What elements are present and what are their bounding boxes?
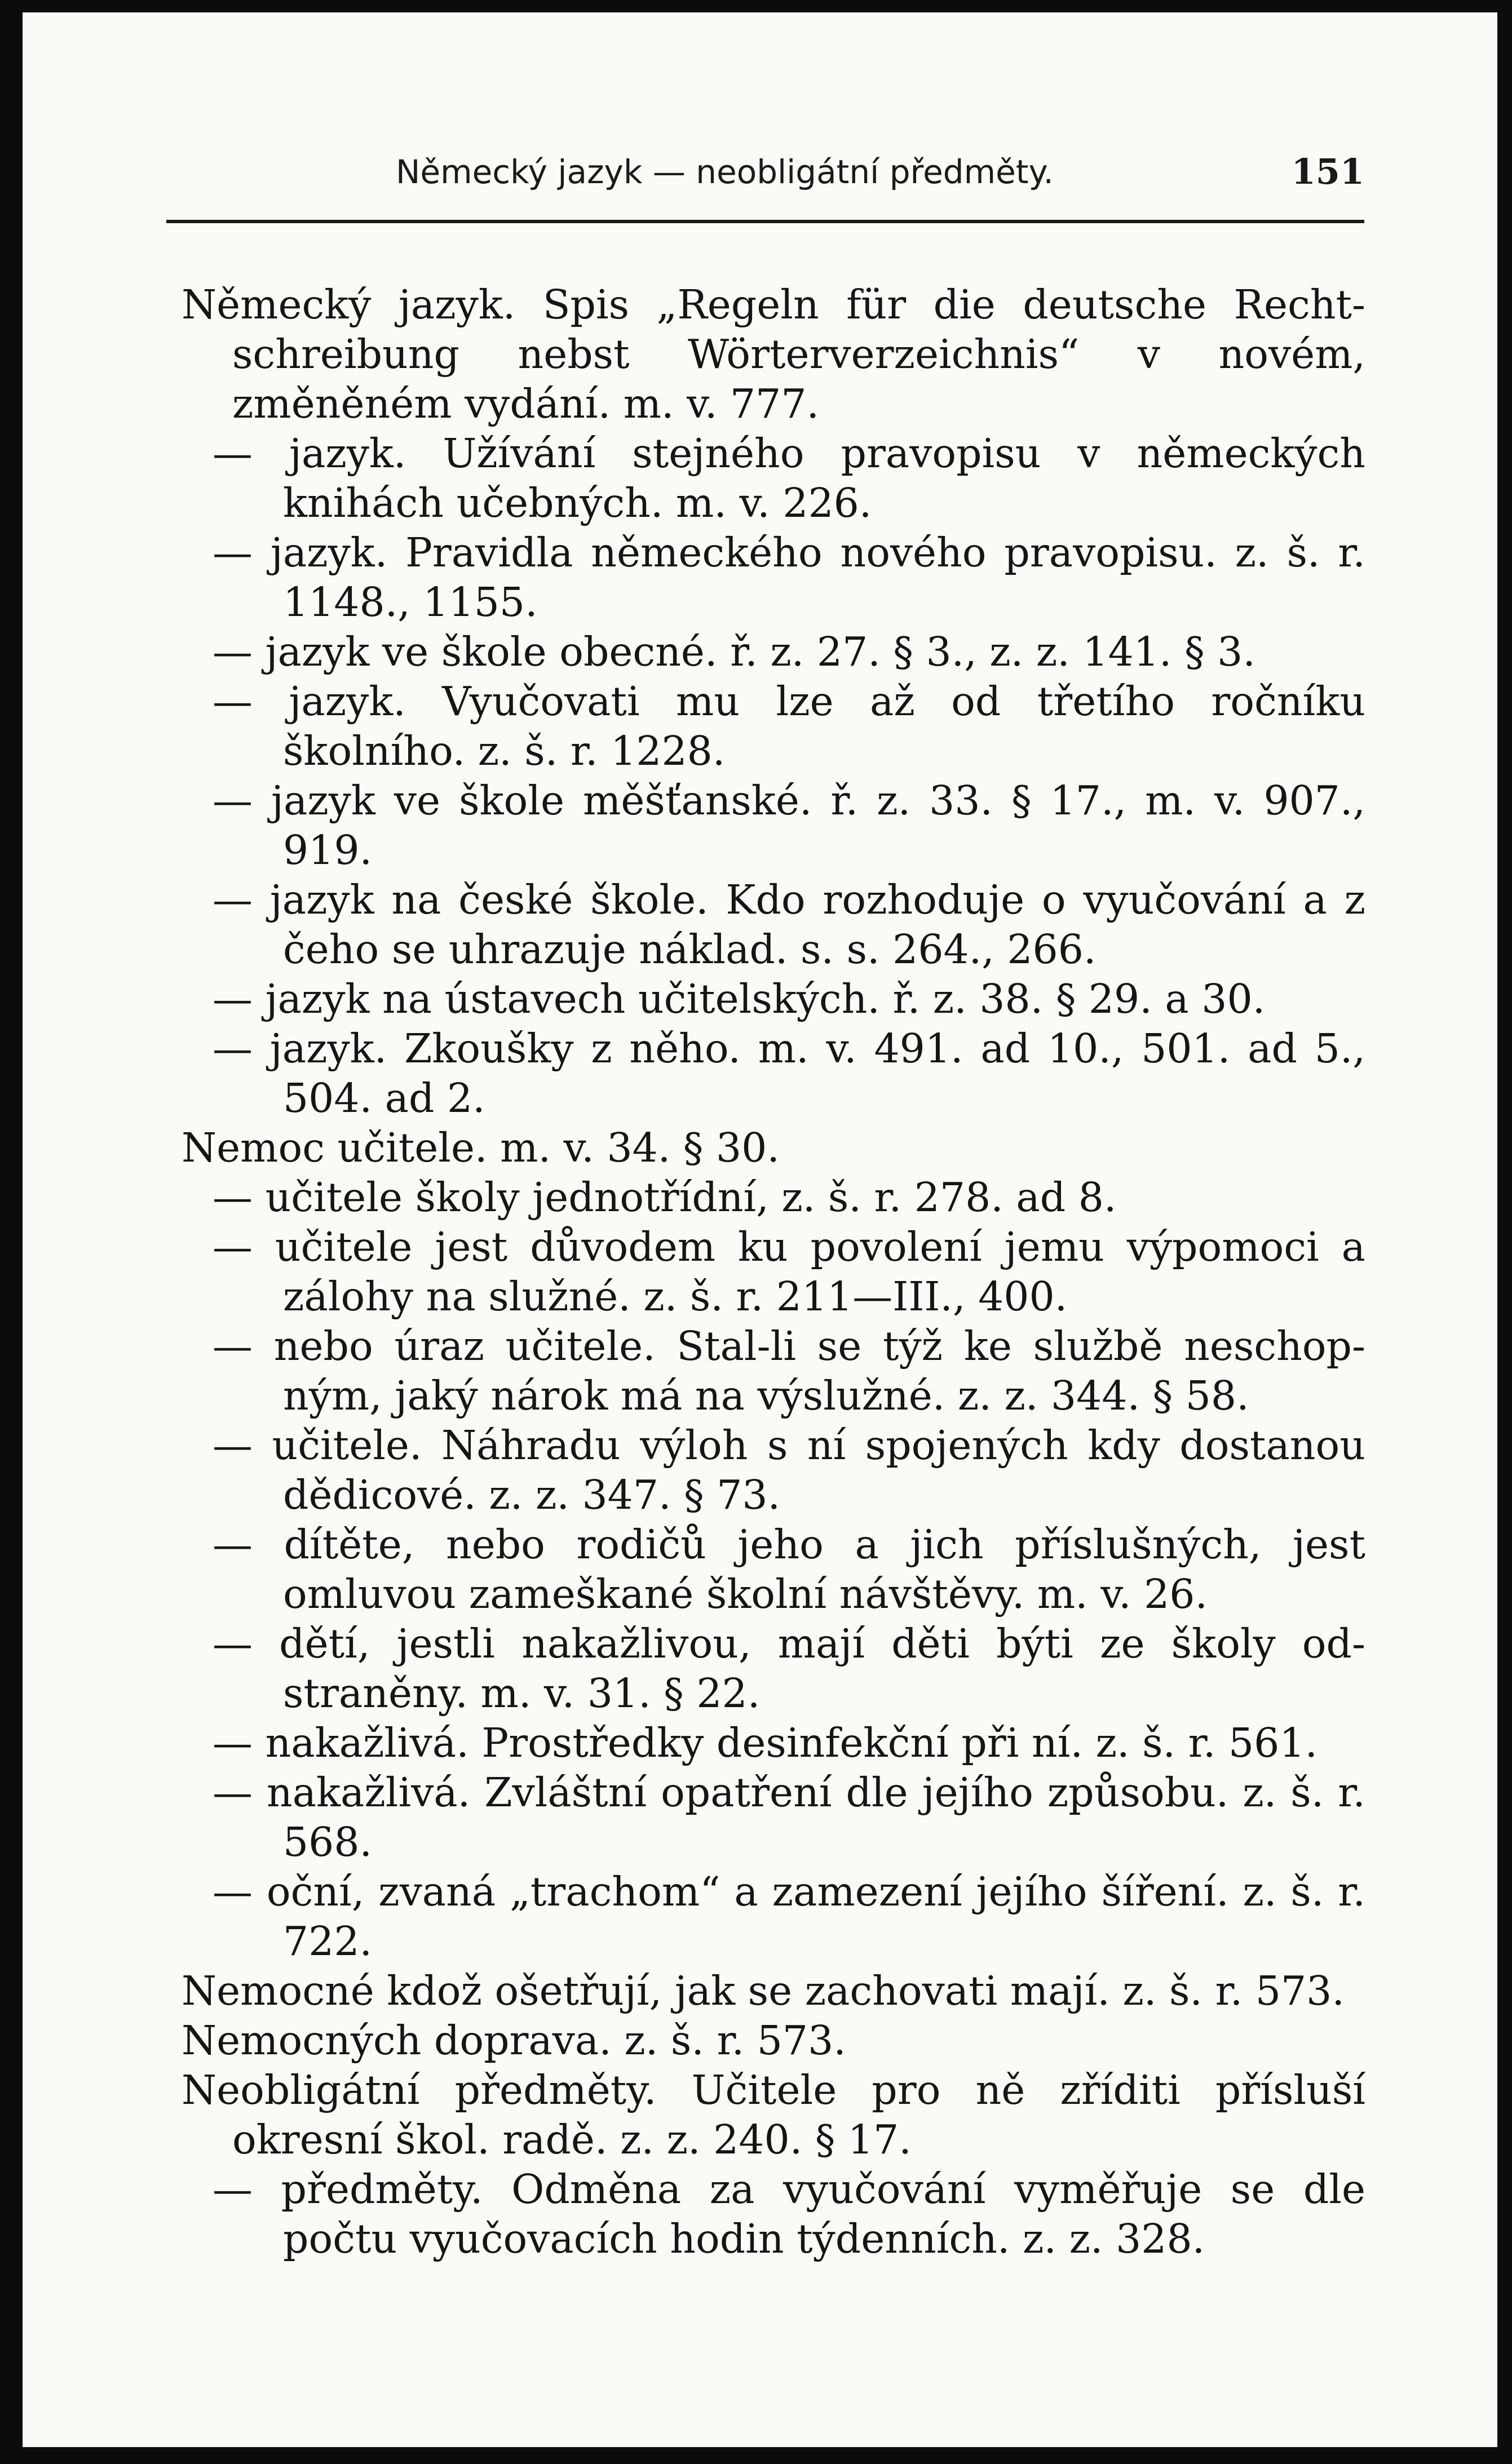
- index-subentry: [182, 1718, 1365, 1768]
- entry-text: Německý jazyk. Spis „Regeln für die deutsche Rechtschreibung nebst Wörterverzeichnis“ v novém, změněném vydání. m. v. 777.: [182, 281, 1365, 427]
- entry-text: — dětí, jestli nakažlivou, mají děti býti ze školy odstraněny. m. v. 31. § 22.: [213, 1620, 1365, 1717]
- scan-border-left: [0, 0, 23, 2464]
- scan-border-bottom: [0, 2447, 1512, 2464]
- index-subentry: [182, 429, 1365, 528]
- entry-text: — nebo úraz učitele. Stal-li se týž ke službě neschopným, jaký nárok má na výslužné. z. z. 344. § 58.: [213, 1323, 1365, 1419]
- index-entries: [182, 280, 1365, 2264]
- entry-text: — nakažlivá. Prostředky desinfekční při ní. z. š. r. 561.: [213, 1720, 1318, 1766]
- entry-text: — dítěte, nebo rodičů jeho a jich příslušných, jest omluvou zameškané školní návštěvy. m. v. 26.: [213, 1521, 1365, 1617]
- index-subentry: [182, 1867, 1365, 1966]
- entry-text: — učitele jest důvodem ku povolení jemu výpomoci a zálohy na služné. z. š. r. 211—III., 400.: [213, 1224, 1365, 1320]
- index-subentry: [182, 677, 1365, 776]
- index-subentry: [182, 528, 1365, 627]
- entry-text: — učitele školy jednotřídní, z. š. r. 278. ad 8.: [213, 1174, 1117, 1221]
- index-entry: [182, 2066, 1365, 2165]
- entry-text: — jazyk. Zkoušky z něho. m. v. 491. ad 10., 501. ad 5., 504. ad 2.: [213, 1025, 1365, 1122]
- entry-text: — jazyk na ústavech učitelských. ř. z. 38. § 29. a 30.: [213, 976, 1266, 1022]
- index-entry: [182, 1123, 1365, 1173]
- entry-text: Nemocné kdož ošetřují, jak se zachovati mají. z. š. r. 573.: [182, 1967, 1345, 2014]
- scan-border-top: [0, 0, 1512, 12]
- entry-text: — jazyk ve škole obecné. ř. z. 27. § 3., z. z. 141. § 3.: [213, 628, 1255, 675]
- index-subentry: [182, 1768, 1365, 1867]
- entry-text: — učitele. Náhradu výloh s ní spojených kdy dostanou dědicové. z. z. 347. § 73.: [213, 1422, 1365, 1518]
- entry-text: Nemoc učitele. m. v. 34. § 30.: [182, 1124, 780, 1171]
- index-subentry: [182, 1520, 1365, 1619]
- index-subentry: [182, 1173, 1365, 1222]
- running-title: Německý jazyk — neobligátní předměty.: [396, 153, 1054, 191]
- scan-border-right: [1497, 0, 1512, 2464]
- index-entry: [182, 2016, 1365, 2066]
- index-entry: [182, 1966, 1365, 2016]
- entry-text: — jazyk. Vyučovati mu lze až od třetího ročníku školního. z. š. r. 1228.: [213, 678, 1365, 774]
- index-subentry: [182, 776, 1365, 875]
- index-subentry: [182, 2165, 1365, 2264]
- book-page: [23, 12, 1497, 2447]
- entry-text: — jazyk na české škole. Kdo rozhoduje o vyučování a z čeho se uhrazuje náklad. s. s. 264., 266.: [213, 876, 1365, 973]
- entry-text: Neobligátní předměty. Učitele pro ně zříditi přísluší okresní škol. radě. z. z. 240. § 17.: [182, 2067, 1365, 2163]
- index-subentry: [182, 627, 1365, 677]
- running-head: [163, 147, 1364, 197]
- entry-text: — jazyk. Pravidla německého nového pravopisu. z. š. r. 1148., 1155.: [213, 529, 1365, 626]
- entry-text: — jazyk. Užívání stejného pravopisu v německých knihách učebných. m. v. 226.: [213, 430, 1365, 526]
- index-subentry: [182, 974, 1365, 1024]
- index-subentry: [182, 1024, 1365, 1123]
- entry-text: Nemocných doprava. z. š. r. 573.: [182, 2017, 846, 2064]
- index-subentry: [182, 875, 1365, 974]
- page-number: 151: [1291, 151, 1364, 192]
- entry-text: — jazyk ve škole měšťanské. ř. z. 33. § 17., m. v. 907., 919.: [213, 777, 1365, 874]
- index-subentry: [182, 1222, 1365, 1322]
- index-subentry: [182, 1421, 1365, 1520]
- index-subentry: [182, 1322, 1365, 1421]
- entry-text: — nakažlivá. Zvláštní opatření dle jejího způsobu. z. š. r. 568.: [213, 1769, 1365, 1865]
- entry-text: — předměty. Odměna za vyučování vyměřuje se dle počtu vyučovacích hodin týdenních. z. z. 328.: [213, 2166, 1365, 2262]
- entry-text: — oční, zvaná „trachom“ a zamezení jejího šíření. z. š. r. 722.: [213, 1868, 1365, 1965]
- index-subentry: [182, 1619, 1365, 1718]
- index-entry: [182, 280, 1365, 429]
- header-rule: [166, 220, 1364, 223]
